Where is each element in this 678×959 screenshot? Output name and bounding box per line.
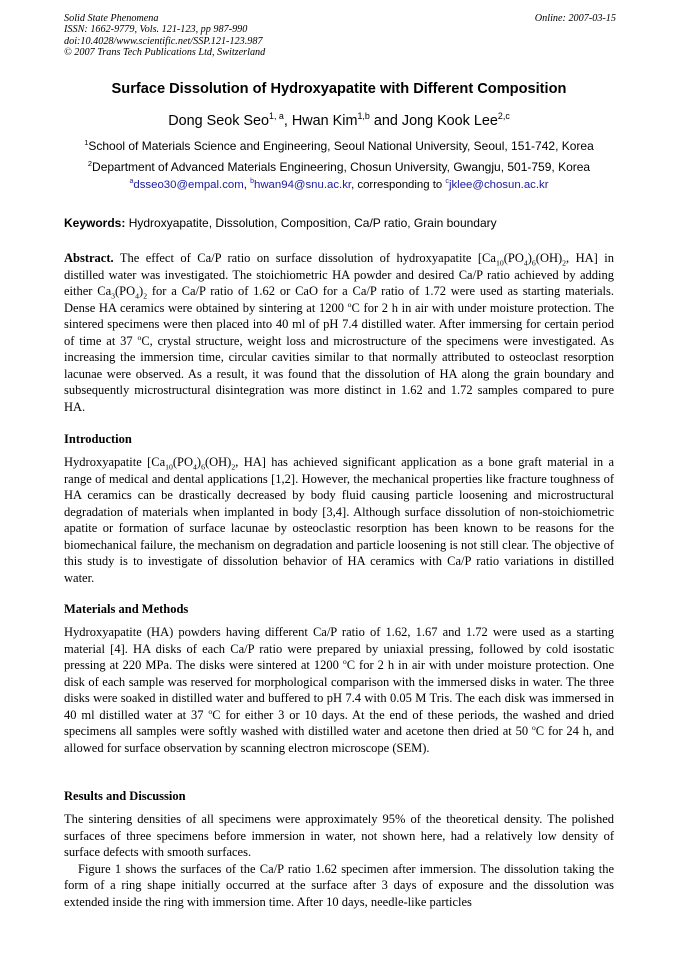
abstract-text: ): [527, 251, 532, 265]
email-separator: ,: [243, 179, 251, 191]
author-separator: and: [369, 113, 402, 129]
email-separator: , corresponding to: [351, 179, 446, 191]
methods-text: C for either 3 or 10 days. At the end of these periods, the washed and dried specimens all samples were softly washed with distilled water and acetone then dried at 50: [64, 707, 614, 738]
subscript: 10: [165, 462, 173, 472]
email-line: [0, 179, 678, 191]
affiliation-2: [0, 160, 678, 174]
keywords-label: Keywords:: [64, 216, 126, 230]
degree-superscript: o: [347, 299, 352, 309]
email-link[interactable]: dsseo30@empal.com: [133, 179, 244, 191]
subscript: 6: [201, 462, 205, 472]
copyright: © 2007 Trans Tech Publications Ltd, Switzerland: [64, 47, 266, 59]
keywords-text: Hydroxyapatite, Dissolution, Composition, Ca/P ratio, Grain boundary: [125, 216, 497, 230]
abstract-text: C, crystal structure, weight loss and microstructure of the specimens were investigated. As increasing the immersion time, circular cavities similar to that normally attributed to osteoclast resorption lacunae were observed. As a result, it was found that the dissolution of HA along the grain boundary and subsequently microstructural disintegration was more distinct in 1.62 and 1.72 samples compared to pure HA.: [64, 333, 614, 414]
degree-superscript: o: [531, 722, 536, 732]
author-superscript: 1, a: [269, 111, 284, 122]
email-superscript: c: [445, 178, 449, 186]
abstract-text: for a Ca/P ratio of 1.62 or CaO for a Ca/P ratio of 1.72 were used as starting materials. Dense HA ceramics were obtained by sintering at 1200: [64, 284, 614, 315]
email-link[interactable]: hwan94@snu.ac.kr: [254, 179, 352, 191]
results-paragraph-1: The sintering densities of all specimens were approximately 95% of the theoretical density. The polished surfaces of three specimens before immersion in water, not shown here, had a relatively low density of surface defects with smooth surfaces.: [64, 812, 614, 859]
degree-superscript: o: [137, 332, 142, 342]
subscript: 2: [562, 258, 567, 268]
author-superscript: 2,c: [497, 111, 510, 122]
author-separator: ,: [283, 113, 292, 129]
subscript: 4: [193, 462, 197, 472]
abstract-label: Abstract.: [64, 251, 114, 265]
introduction-heading: Introduction: [64, 432, 132, 446]
subscript: 10: [495, 258, 504, 268]
results-paragraph-2: Figure 1 shows the surfaces of the Ca/P ratio 1.62 specimen after immersion. The dissolution taking the form of a ring shape initially occurred at the surface after 3 days of exposure and the dissolution was extended inside the ring with immersion time. After 10 days, needle-like particles: [64, 861, 614, 909]
results-body: [64, 811, 614, 910]
abstract-text: (PO: [115, 284, 136, 298]
methods-body: [64, 624, 614, 756]
affiliation-text: Department of Advanced Materials Engineering, Chosun University, Gwangju, 501-759, Korea: [92, 160, 591, 174]
subscript: 4: [523, 258, 528, 268]
issn: ISSN: 1662-9779, Vols. 121-123, pp 987-990: [64, 24, 248, 36]
abstract-text: C for 2 h in air with under moisture protection. The sintered specimens were then placed into 40 ml of pH 7.4 distilled water. After immersing for certain period of time at 37: [64, 300, 614, 348]
author-name: Jong Kook Lee: [401, 113, 498, 129]
methods-text: C for 2 h in air with under moisture protection. One disk of each sample was reserved for morphological comparison with the immersed disks in water. The three disks were soaked in distilled water and buffered to pH 7.4 with 0.05 M Tris. The each disk was immersed in 40 ml distilled water at 37: [64, 658, 614, 722]
email-superscript: a: [129, 178, 134, 186]
affiliation-1: [0, 139, 678, 153]
author-list: [0, 113, 678, 129]
subscript: 2: [231, 462, 236, 472]
doi: doi:10.4028/www.scientific.net/SSP.121-123.987: [64, 35, 263, 47]
affiliation-superscript: 2: [87, 159, 93, 168]
journal-meta: [64, 13, 265, 59]
journal-name: Solid State Phenomena: [64, 13, 159, 24]
degree-superscript: o: [342, 656, 347, 666]
author-name: Hwan Kim: [291, 113, 358, 129]
subscript: 2: [143, 291, 148, 301]
subscript: 6: [531, 258, 536, 268]
subscript: 3: [111, 291, 116, 301]
abstract-text: The effect of Ca/P ratio on surface dissolution of hydroxyapatite [Ca: [113, 251, 496, 265]
intro-text: (PO: [172, 455, 194, 469]
author-name: Dong Seok Seo: [168, 113, 270, 129]
introduction-body: [64, 454, 614, 586]
methods-text: C for 24 h, and allowed for surface observation by scanning electron microscope (SEM).: [64, 724, 615, 755]
intro-text: ): [196, 455, 202, 469]
results-heading: Results and Discussion: [64, 789, 186, 803]
paper-title: Surface Dissolution of Hydroxyapatite with Different Composition: [111, 81, 567, 97]
online-date: Online: 2007-03-15: [534, 13, 616, 24]
affiliation-text: School of Materials Science and Engineering, Seoul National University, Seoul, 151-742, Korea: [88, 139, 594, 153]
intro-text: , HA] has achieved significant application as a bone graft material in a range of medical and dental applications [1,2]. However, the mechanical properties like fracture toughness of HA ceramics can be drastically decreased by body fluid causing particle loosening and microstructural degradation of materials when implanted in body [3,4]. Although surface dissolution of non-stoichiometric apatite or formation of surface lacunae by osteoclastic resorption has been known to be reasons for the biomechanical failure, the mechanism on degradation and particle loosening is not still clear. The objective of this study is to investigate of dissolution behavior of HA ceramics with Ca/P ratio variations in distilled water.: [64, 455, 614, 585]
affiliation-superscript: 1: [84, 138, 89, 147]
degree-superscript: o: [208, 706, 213, 716]
keywords: [64, 216, 497, 230]
abstract-text: (PO: [503, 251, 524, 265]
author-superscript: 1,b: [357, 111, 370, 122]
abstract-text: ): [139, 284, 144, 298]
methods-heading: Materials and Methods: [64, 602, 189, 616]
subscript: 4: [135, 291, 140, 301]
email-link[interactable]: jklee@chosun.ac.kr: [448, 179, 549, 191]
methods-text: Hydroxyapatite (HA) powders having different Ca/P ratio of 1.62, 1.67 and 1.72 were used as a starting material [4]. HA disks of each Ca/P ratio were prepared by uniaxial pressing, followed by cold isostatic pressing at 220 MPa. The disks were sintered at 1200: [64, 625, 614, 672]
abstract: [64, 250, 614, 415]
email-superscript: b: [250, 178, 254, 186]
intro-text: Hydroxyapatite [Ca: [64, 455, 166, 469]
intro-text: (OH): [204, 455, 232, 469]
abstract-text: , HA] in distilled water was investigated. The stoichiometric HA powder and desired Ca/P ratio achieved by adding either Ca: [64, 251, 614, 298]
abstract-text: (OH): [535, 251, 563, 265]
